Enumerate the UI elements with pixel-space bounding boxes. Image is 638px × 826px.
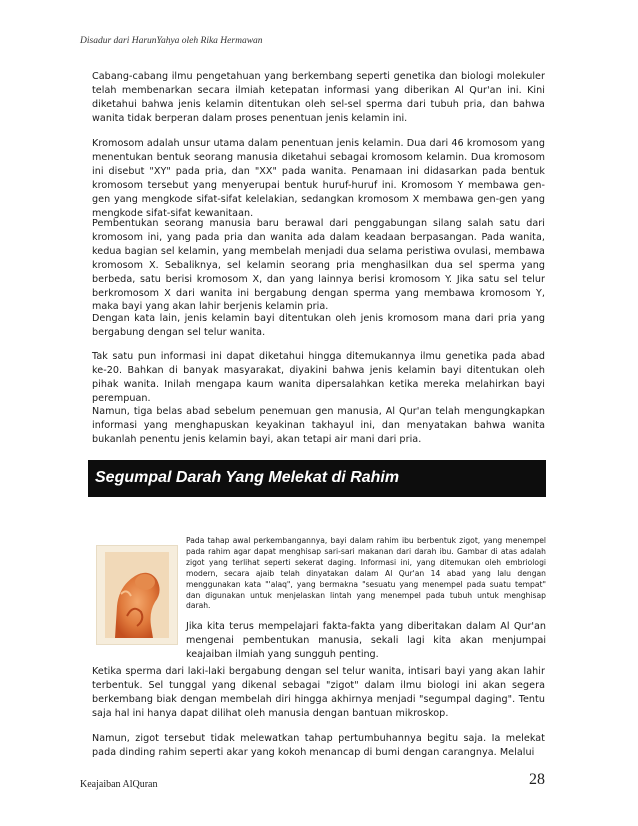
paragraph-4: Dengan kata lain, jenis kelamin bayi ditentukan oleh jenis kromosom mana dari pria yang bergabung dengan sel telur wanita. xyxy=(92,313,545,338)
paragraph-8: Ketika sperma dari laki-laki bergabung dengan sel telur wanita, intisari bayi yang akan lahir terbentuk. Sel tunggal yang dikenal sebagai "zigot" dalam ilmu biologi ini akan segera berkembang biak dengan membelah diri hingga akhirnya menjadi "segumpal daging". Tentu saja hal ini hanya dapat dilihat oleh manusia dengan bantuan mikroskop. xyxy=(92,666,545,719)
paragraph-5: Tak satu pun informasi ini dapat diketahui hingga ditemukannya ilmu genetika pada abad ke-20. Bahkan di banyak masyarakat, diyakini bahwa jenis kelamin bayi ditentukan oleh pihak wanita. Inilah mengapa kaum wanita dipersalahkan ketika mereka melahirkan bayi perempuan. xyxy=(92,351,545,404)
paragraph-2: Kromosom adalah unsur utama dalam penentuan jenis kelamin. Dua dari 46 kromosom yang menentukan bentuk seorang manusia diketahui sebagai kromosom kelamin. Dua kromosom ini disebut "XY" pada pria, dan "XX" pada wanita. Penamaan ini didasarkan pada bentuk kromosom tersebut yang menyerupai bentuk huruf-huruf ini. Kromosom Y membawa gen-gen yang mengkode sifat-sifat kelelakian, sedangkan kromosom X membawa gen-gen yang mengkode sifat-sifat kewanitaan. xyxy=(92,138,545,219)
paragraph-6: Namun, tiga belas abad sebelum penemuan gen manusia, Al Qur'an telah mengungkapkan informasi yang menghapuskan keyakinan takhayul ini, dan menyatakan bahwa wanita bukanlah penentu jenis kelamin bayi, akan tetapi air mani dari pria. xyxy=(92,406,545,445)
paragraph-1: Cabang-cabang ilmu pengetahuan yang berkembang seperti genetika dan biologi molekuler telah membenarkan secara ilmiah ketepatan informasi yang diberikan Al Qur'an ini. Kini diketahui bahwa jenis kelamin ditentukan oleh sel-sel sperma dari tubuh pria, dan bahwa wanita tidak berperan dalam proses penentuan jenis kelamin ini. xyxy=(92,71,545,124)
embryo-illustration xyxy=(97,546,177,644)
paragraph-7: Jika kita terus mempelajari fakta-fakta yang diberitakan dalam Al Qur'an mengenai pembentukan manusia, sekali lagi kita akan menjumpai keajaiban ilmiah yang sungguh penting. xyxy=(186,621,546,660)
page-number: 28 xyxy=(529,771,545,788)
paragraph-3: Pembentukan seorang manusia baru berawal dari penggabungan silang salah satu dari kromosom ini, yang pada pria dan wanita ada dalam keadaan berpasangan. Pada wanita, kedua bagian sel kelamin, yang membelah menjadi dua selama peristiwa ovulasi, membawa kromosom X. Sebaliknya, sel kelamin seorang pria menghasilkan dua sel sperma yang berbeda, satu berisi kromosom X, dan yang lainnya berisi kromosom Y. Jika satu sel telur berkromosom X dari wanita ini bergabung dengan sperma yang membawa kromosom Y, maka bayi yang akan lahir berjenis kelamin pria. xyxy=(92,218,545,313)
paragraph-9: Namun, zigot tersebut tidak melewatkan tahap pertumbuhannya begitu saja. Ia melekat pada dinding rahim seperti akar yang kokoh menancap di bumi dengan carangnya. Melalui xyxy=(92,733,545,758)
section-title: Segumpal Darah Yang Melekat di Rahim xyxy=(95,469,400,486)
figure-caption: Pada tahap awal perkembangannya, bayi dalam rahim ibu berbentuk zigot, yang menempel pada rahim agar dapat menghisap sari-sari makanan dari darah ibu. Gambar di atas adalah zigot yang terlihat seperti sekerat daging. Informasi ini, yang ditemukan oleh embriologi modern, secara ajaib telah dinyatakan dalam Al Qur'an 14 abad yang lalu dengan menggunakan kata "'alaq", yang bermakna "sesuatu yang menempel pada suatu tempat" dan digunakan untuk menjelaskan lintah yang menempel pada tubuh untuk menghisap darah. xyxy=(186,536,546,611)
section-banner xyxy=(88,460,546,497)
footer-title: Keajaiban AlQuran xyxy=(80,779,158,790)
embryo-image xyxy=(96,545,178,645)
running-header: Disadur dari HarunYahya oleh Rika Hermawan xyxy=(80,36,263,46)
